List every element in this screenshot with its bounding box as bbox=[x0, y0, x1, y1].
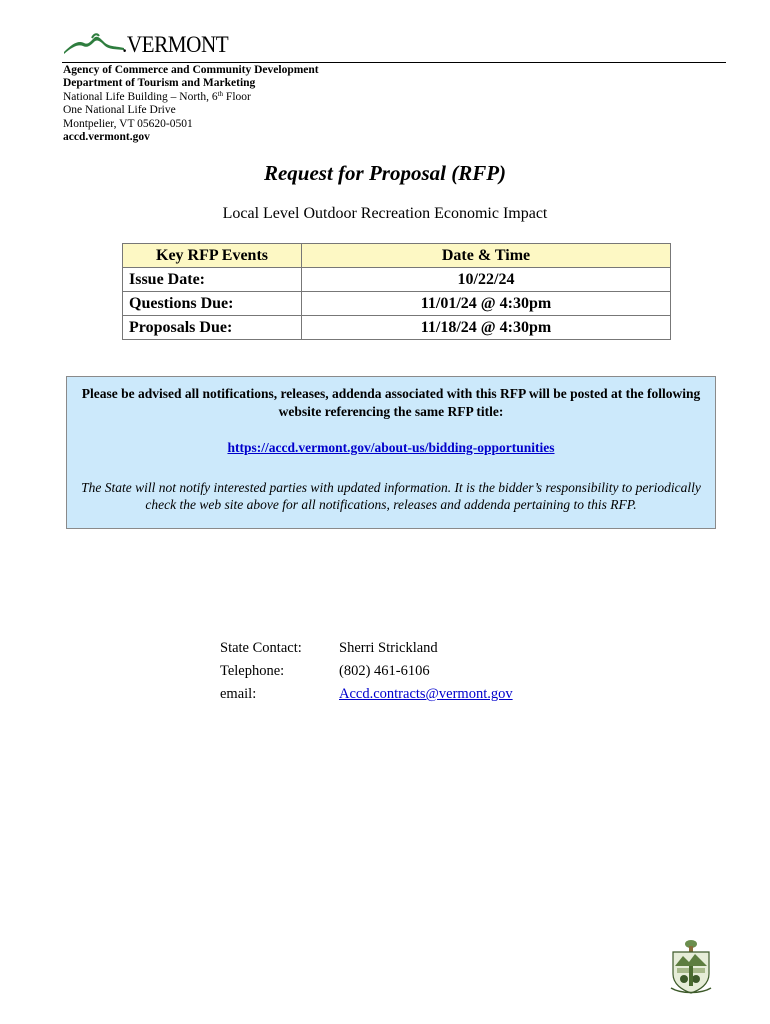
table-row bbox=[123, 292, 671, 316]
email-link[interactable]: Accd.contracts@vermont.gov bbox=[339, 686, 513, 702]
datetime-column-header: Date & Time bbox=[302, 244, 671, 268]
key-events-table bbox=[122, 243, 671, 340]
contact-row bbox=[220, 637, 513, 660]
contact-name: Sherri Strickland bbox=[339, 640, 438, 656]
page-title: Request for Proposal (RFP) bbox=[263, 161, 507, 185]
table-header-row bbox=[123, 244, 671, 268]
contact-block bbox=[220, 637, 513, 706]
email-label: email: bbox=[220, 686, 257, 702]
table-row bbox=[123, 268, 671, 292]
street-line: One National Life Drive bbox=[63, 104, 176, 117]
agency-website: accd.vermont.gov bbox=[63, 131, 150, 144]
event-label: Questions Due: bbox=[123, 292, 302, 316]
vermont-logo bbox=[64, 30, 234, 56]
event-date: 11/01/24 @ 4:30pm bbox=[302, 292, 671, 316]
mountain-logo-icon bbox=[64, 32, 124, 54]
city-line: Montpelier, VT 05620-0501 bbox=[63, 117, 193, 130]
vermont-seal-icon bbox=[667, 938, 715, 996]
notice-disclaimer: The State will not notify interested parties with updated information. It is the bidder’s responsibility to periodically check the web site above for all notifications, releases and addenda pertaining to this RFP. bbox=[81, 480, 701, 512]
phone-label: Telephone: bbox=[220, 663, 285, 679]
department-name: Department of Tourism and Marketing bbox=[63, 77, 256, 90]
email-row bbox=[220, 683, 513, 706]
notice-box bbox=[66, 376, 716, 529]
events-column-header: Key RFP Events bbox=[123, 244, 302, 268]
header-rule bbox=[62, 62, 726, 63]
event-label: Issue Date: bbox=[123, 268, 302, 292]
agency-name: Agency of Commerce and Community Development bbox=[63, 64, 319, 76]
building-line: National Life Building – North, 6th Floor bbox=[63, 89, 251, 103]
bidding-opportunities-link[interactable]: https://accd.vermont.gov/about-us/bidding-opportunities bbox=[227, 440, 555, 455]
page-subtitle: Local Level Outdoor Recreation Economic Impact bbox=[222, 205, 548, 222]
phone-number: (802) 461-6106 bbox=[339, 663, 430, 679]
event-date: 11/18/24 @ 4:30pm bbox=[302, 316, 671, 340]
notice-advisory: Please be advised all notifications, releases, addenda associated with this RFP will be posted at the following website referencing the same RFP title: bbox=[81, 386, 701, 419]
phone-row bbox=[220, 660, 513, 683]
contact-label: State Contact: bbox=[220, 640, 302, 656]
agency-address bbox=[63, 64, 319, 144]
event-date: 10/22/24 bbox=[302, 268, 671, 292]
event-label: Proposals Due: bbox=[123, 316, 302, 340]
table-row bbox=[123, 316, 671, 340]
logo-wordmark: .VERMONT bbox=[122, 32, 229, 57]
